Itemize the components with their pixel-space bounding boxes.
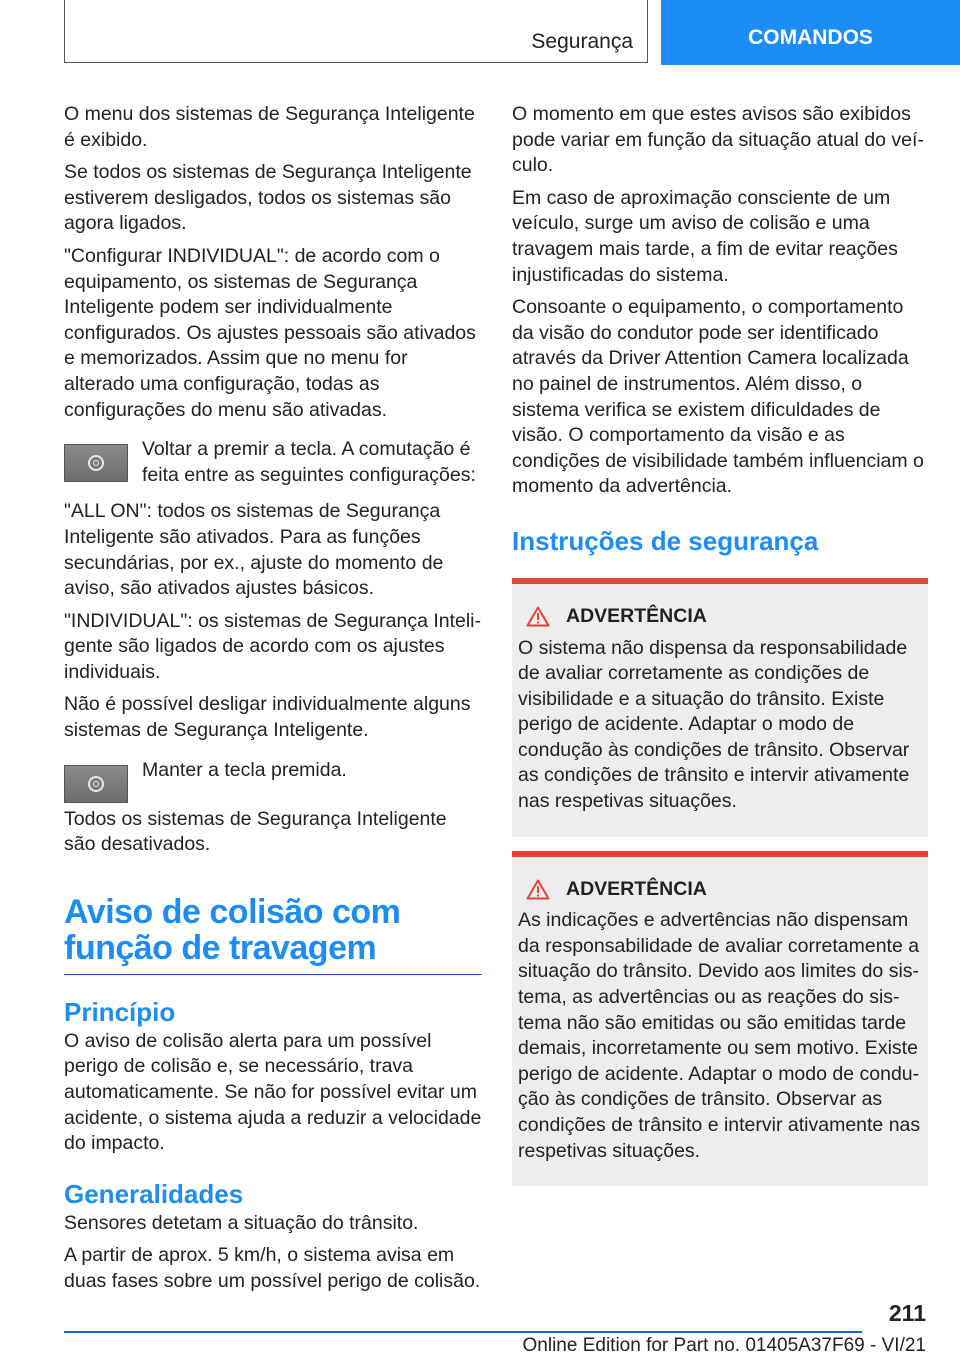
paragraph: Em caso de aproximação consciente de um veículo, surge um aviso de colisão e uma travagem mais tarde, a fim de evitar reações injustificadas do sistema. <box>512 186 898 286</box>
paragraph: Consoante o equipamento, o comportamento da visão do condutor pode ser identificado através da Driver Attention Camera localizada no painel de instrumentos. Além disso, o sistema verifica se existem dificuldades de visão. O comportamento da visão e as condições de visibilidade também influenciam o momento da advertência. <box>512 296 924 498</box>
warning-triangle-icon <box>526 879 550 900</box>
warning-triangle-icon <box>526 606 550 627</box>
key-instruction-2 <box>64 758 482 803</box>
left-column <box>64 102 482 1302</box>
footer-divider <box>64 1331 862 1333</box>
paragraph: O aviso de colisão alerta para um possível perigo de colisão e, se necessário, trava automaticamente. Se não for possível evitar um acidente, o sistema ajuda a reduzir a velocidade do impacto. <box>64 1029 482 1155</box>
key-instruction-1 <box>64 437 482 493</box>
paragraph: A partir de aprox. 5 km/h, o sistema avisa em duas fases sobre um possível perigo de colisão. <box>64 1244 481 1292</box>
paragraph: "Configurar INDIVIDUAL": de acordo com o equipamento, os sistemas de Segurança Inteligente podem ser individualmente configurados. Os ajustes pessoais são ativados e memorizados. Assim que no menu for alterado uma configuração, todas as configurações do menu são ativadas. <box>64 244 476 421</box>
paragraph: Não é possível desligar individualmente alguns sistemas de Segurança Inteligente. <box>64 693 471 742</box>
warning-text: O sistema não dispensa da responsabilidade de avaliar corretamente as condições de visibilidade e a situação do trânsito. Existe perigo de acidente. Adaptar o modo de condução às condições de trânsito. Observar as condições de trânsito e intervir ativamente nas respetivas situações. <box>518 636 910 813</box>
safety-instructions-heading: Instruções de segurança <box>512 525 819 556</box>
key-instruction-text: Manter a tecla premida. <box>142 758 347 781</box>
paragraph: "INDIVIDUAL": os sistemas de Segurança Inteligente são ligados de acordo com os ajustes individuais. <box>64 609 482 683</box>
warning-title: ADVERTÊNCIA <box>566 877 707 900</box>
subheading-principio: Princípio <box>64 996 176 1027</box>
safety-button-icon <box>64 765 128 803</box>
chapter-tab: COMANDOS <box>661 0 960 65</box>
header-frame <box>64 0 648 63</box>
section-title: Segurança <box>531 30 633 53</box>
paragraph: Sensores detetam a situação do trânsito. <box>64 1211 419 1234</box>
warning-text: As indicações e advertências não dispensam da responsabilidade de avaliar corretamente a situação do trânsito. Devido aos limites do sistema, as advertências ou as reações do sistema não são emitidas ou são emitidas tarde demais, incorretamente ou sem motivo. Existe perigo de acidente. Adaptar o modo de condução às condições de trânsito. Observar as condições de trânsito e intervir ativamente nas respetivas situações. <box>518 909 921 1162</box>
key-instruction-text: Voltar a premir a tecla. A comutação é feita entre as seguintes configurações: <box>142 438 476 486</box>
safety-button-icon <box>64 444 128 482</box>
warning-title: ADVERTÊNCIA <box>566 604 707 627</box>
edition-footer: Online Edition for Part no. 01405A37F69 - VI/21 <box>522 1335 926 1356</box>
right-column <box>512 102 928 1200</box>
paragraph: O menu dos sistemas de Segurança Inteligente é exibido. <box>64 103 475 151</box>
warning-box-1 <box>512 578 928 837</box>
page-number: 211 <box>888 1300 926 1326</box>
section-heading: Aviso de colisão com função de travagem <box>64 894 482 975</box>
paragraph: O momento em que estes avisos são exibidos pode variar em função da situação atual do veículo. <box>512 103 924 177</box>
paragraph: Se todos os sistemas de Segurança Inteligente estiverem desligados, todos os sistemas são agora ligados. <box>64 161 472 235</box>
paragraph: "ALL ON": todos os sistemas de Segurança Inteligente são ativados. Para as funções secundárias, por ex., ajuste do momento de aviso, são ativados ajustes básicos. <box>64 500 444 600</box>
warning-box-2 <box>512 851 928 1187</box>
subheading-generalidades: Generalidades <box>64 1178 244 1209</box>
paragraph: Todos os sistemas de Segurança Inteligente são desativados. <box>64 807 447 856</box>
